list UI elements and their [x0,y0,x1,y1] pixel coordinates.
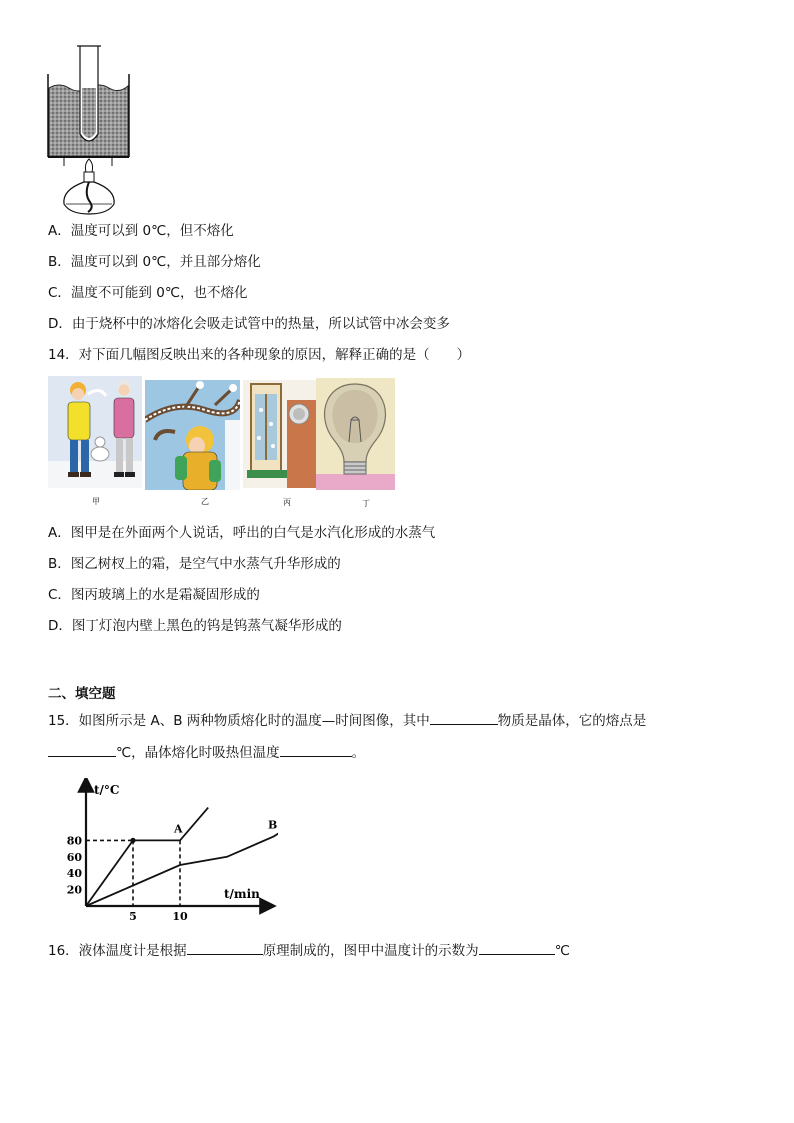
y-tick-label: 60 [66,850,82,864]
caption-jia: 甲 [92,497,100,506]
q13-option-a[interactable]: A．温度可以到 0℃，但不熔化 [48,223,234,239]
section-title: 二、填空题 [48,686,116,702]
picture-ding [316,378,395,490]
q15-line2: ℃，晶体熔化时吸热但温度 。 [48,742,365,762]
q16-blank-reading[interactable] [479,940,555,955]
x-axis-label: t/min [224,887,260,901]
q14-option-b[interactable]: B．图乙树杈上的霜，是空气中水蒸气升华形成的 [48,556,341,572]
q13-option-c[interactable]: C．温度不可能到 0℃，也不熔化 [48,285,248,301]
series-label-b: B [268,818,278,832]
series-label-a: A [174,822,183,836]
picture-yi [145,380,240,490]
series-line-a [86,808,208,906]
q14-stem: 14．对下面几幅图反映出来的各种现象的原因，解释正确的是（ ） [48,347,471,363]
q15-line1: 15．如图所示是 A、B 两种物质熔化时的温度—时间图像，其中 物质是晶体，它的熔点是 [48,710,646,730]
y-tick-label: 40 [66,867,82,881]
x-tick-label: 5 [129,910,137,923]
picture-jia [48,376,142,488]
temperature-time-chart [48,778,278,928]
y-tick-label: 20 [66,883,82,897]
q14-option-d[interactable]: D．图丁灯泡内壁上黑色的钨是钨蒸气凝华形成的 [48,618,342,634]
x-tick-label: 10 [172,910,188,923]
q15-blank-melting-point[interactable] [48,742,116,757]
caption-bing: 丙 [283,498,291,507]
beaker-lamp-figure [44,44,134,216]
q15-blank-crystal[interactable] [430,710,498,725]
caption-ding: 丁 [362,499,370,508]
q13-option-d[interactable]: D．由于烧杯中的冰熔化会吸走试管中的热量，所以试管中冰会变多 [48,316,450,332]
picture-bing [243,380,316,488]
q16-line: 16．液体温度计是根据 原理制成的，图甲中温度计的示数为 ℃ [48,940,570,960]
q15-blank-temperature[interactable] [280,742,352,757]
q16-blank-principle[interactable] [187,940,263,955]
q13-option-b[interactable]: B．温度可以到 0℃，并且部分熔化 [48,254,261,270]
q14-option-a[interactable]: A．图甲是在外面两个人说话，呼出的白气是水汽化形成的水蒸气 [48,525,436,541]
y-tick-label: 80 [66,834,82,848]
y-axis-label: t/°C [94,783,120,797]
caption-yi: 乙 [201,497,209,506]
q14-option-c[interactable]: C．图丙玻璃上的水是霜凝固形成的 [48,587,260,603]
